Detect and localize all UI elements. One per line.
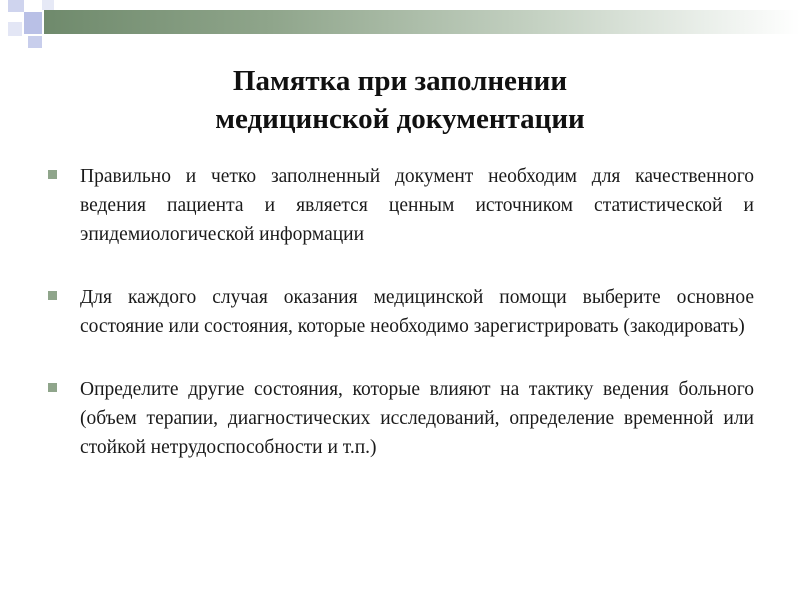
bullet-item xyxy=(48,162,754,249)
decor-square xyxy=(8,22,22,36)
square-bullet-icon xyxy=(48,170,57,179)
decor-square xyxy=(28,36,42,48)
slide-title xyxy=(100,62,700,138)
bullet-text: Правильно и четко заполненный документ необходим для качественного ведения пациента и является ценным источником статистической и эпидемиологической информации xyxy=(80,166,754,245)
bullet-item xyxy=(48,375,754,462)
square-bullet-icon xyxy=(48,291,57,300)
bullet-list xyxy=(48,162,754,496)
header-decoration xyxy=(0,0,800,50)
slide-title-line-1: Памятка при заполнении xyxy=(232,65,568,97)
bullet-text: Определите другие состояния, которые влияют на тактику ведения больного (объем терапии, диагностических исследований, определение временной или стойкой нетрудоспособности и т.п.) xyxy=(80,379,754,458)
bullet-item xyxy=(48,283,754,341)
decor-square xyxy=(8,0,24,12)
bullet-text: Для каждого случая оказания медицинской помощи выберите основное состояние или состояния, которые необходимо зарегистрировать (закодировать) xyxy=(80,287,754,337)
header-gradient-band xyxy=(44,10,800,34)
decor-square xyxy=(24,12,42,34)
square-bullet-icon xyxy=(48,383,57,392)
decor-square xyxy=(42,0,54,10)
slide-title-line-2: медицинской документации xyxy=(215,103,585,135)
